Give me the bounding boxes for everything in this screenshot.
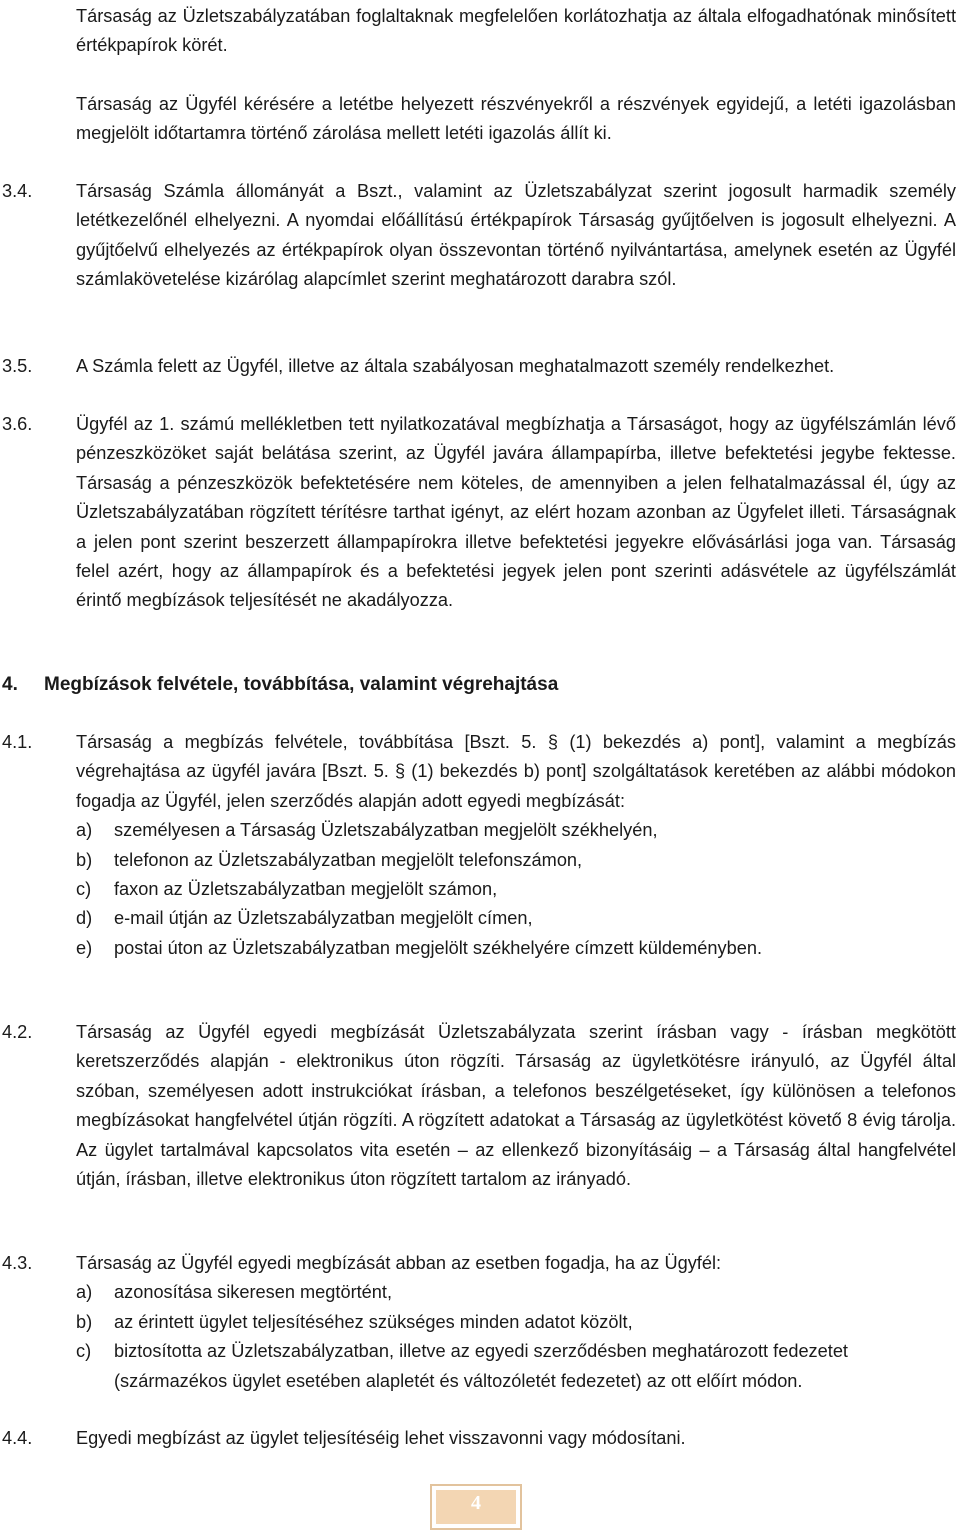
page-number-box: [430, 1484, 522, 1530]
list-item: [76, 934, 956, 963]
list-item: [76, 875, 956, 904]
section-text-4-2: Társaság az Ügyfél egyedi megbízását Üzletszabályzata szerint írásban vagy - írásban megkötött keretszerződés alapján - elektronikus úton rögzíti. Társaság az ügyletkötésre irányuló, az Ügyfél által szóban, személyesen adott instrukciókat írásban, a telefonos beszélgetéseket, így különösen a telefonos megbízásokat hangfelvétel útján rögzíti. A rögzített adatokat a Társaság az ügyletkötést követő 8 évig tárolja. Az ügylet tartalmával kapcsolatos vita esetén – az ellenkező bizonyításáig – a Társaság által hangfelvétel útján, írásban, illetve elektronikus úton rögzített tartalom az irányadó.: [76, 1022, 956, 1190]
section-intro-4-3: Társaság az Ügyfél egyedi megbízását abban az esetben fogadja, ha az Ügyfél:: [76, 1253, 722, 1273]
section-number-4-2: 4.2.: [2, 1022, 33, 1042]
section-intro-4-1: Társaság a megbízás felvétele, továbbítása [Bszt. 5. § (1) bekezdés a) pont], valamint a megbízás végrehajtása az ügyfél javára [Bszt. 5. § (1) bekezdés b) pont] szolgáltatások keretében az alábbi módokon fogadja az Ügyfél, jelen szerződés alapján adott egyedi megbízását:: [76, 732, 956, 811]
section-block-4-1: [76, 728, 956, 963]
list-item-text: postai úton az Üzletszabályzatban megjelölt székhelyére címzett küldeményben.: [114, 937, 763, 958]
list-item: [76, 904, 956, 933]
list-item-label: d): [76, 908, 93, 929]
list-item-label: c): [76, 879, 92, 900]
section-text-4-4: Egyedi megbízást az ügylet teljesítéséig lehet visszavonni vagy módosítani.: [76, 1428, 686, 1448]
section-block-4-3: [76, 1249, 956, 1396]
list-item-label: a): [76, 1282, 93, 1303]
paragraph-intro-2: Társaság az Ügyfél kérésére a letétbe helyezett részvényekről a részvények egyidejű, a letéti igazolásban megjelölt időtartamra történő zárolása mellett letéti igazolás állít ki.: [76, 94, 956, 144]
chapter-number: 4.: [2, 674, 18, 695]
list-item-label: e): [76, 937, 93, 958]
list-item-text: biztosította az Üzletszabályzatban, illetve az egyedi szerződésben meghatározott fedezetet (származékos ügylet esetében alapletét és változóletét fedezetet) az ott előírt módon.: [114, 1341, 848, 1391]
list-item-text: azonosítása sikeresen megtörtént,: [114, 1282, 393, 1303]
list-item-text: személyesen a Társaság Üzletszabályzatban megjelölt székhelyén,: [114, 820, 658, 841]
section-number-3-4: 3.4.: [2, 181, 33, 201]
section-number-3-5: 3.5.: [2, 356, 33, 376]
paragraph-intro-1: Társaság az Üzletszabályzatában foglaltaknak megfelelően korlátozhatja az általa elfogadhatónak minősített értékpapírok körét.: [76, 6, 956, 56]
list-item-label: c): [76, 1341, 92, 1362]
section-number-4-1: 4.1.: [2, 732, 33, 752]
chapter-title: Megbízások felvétele, továbbítása, valamint végrehajtása: [44, 674, 559, 695]
page-number: 4: [471, 1492, 481, 1514]
list-item-text: telefonon az Üzletszabályzatban megjelölt telefonszámon,: [114, 849, 583, 870]
list-item-label: a): [76, 820, 93, 841]
list-item: [76, 1308, 956, 1337]
section-text-3-6: Ügyfél az 1. számú mellékletben tett nyilatkozatával megbízhatja a Társaságot, hogy az ügyfélszámlán lévő pénzeszközöket saját belátása szerint, az Ügyfél javára állampapírba, illetve befektetési jegybe fektesse. Társaság a pénzeszközök befektetésére nem köteles, de amennyiben a jelen felhatalmazással él, úgy az Üzletszabályzatában rögzített térítésre tarthat igényt, az elért hozam azonban az Ügyfelet illeti. Társaságnak a jelen pont szerint beszerzett állampapírokra illetve befektetési jegyekre elővásárlási joga van. Társaság felel azért, hogy az állampapírok és a befektetési jegyek jelen pont szerinti adásvétele az ügyfélszámlát érintő megbízások teljesítését ne akadályozza.: [76, 414, 956, 611]
list-item-text: az érintett ügylet teljesítéséhez szükséges minden adatot közölt,: [114, 1311, 633, 1332]
list-item-text: e-mail útján az Üzletszabályzatban megjelölt címen,: [114, 908, 533, 929]
section-number-4-4: 4.4.: [2, 1428, 33, 1448]
list-item: [76, 1278, 956, 1307]
section-number-4-3: 4.3.: [2, 1253, 33, 1273]
section-text-3-5: A Számla felett az Ügyfél, illetve az általa szabályosan meghatalmazott személy rendelkezhet.: [76, 356, 835, 376]
list-item: [76, 1337, 956, 1396]
list-item-label: b): [76, 1311, 93, 1332]
list-item: [76, 816, 956, 845]
list-item: [76, 846, 956, 875]
list-item-label: b): [76, 849, 93, 870]
section-text-3-4: Társaság Számla állományát a Bszt., valamint az Üzletszabályzat szerint jogosult harmadik személy letétkezelőnél elhelyezni. A nyomdai előállítású értékpapírok Társaság gyűjtőelven is jogosult elhelyezni. A gyűjtőelvű elhelyezés az értékpapírok olyan összevontan történő nyilvántartása, amelynek esetén az Ügyfél számlakövetelése kizárólag alapcímlet szerint meghatározott darabra szól.: [76, 181, 956, 290]
section-number-3-6: 3.6.: [2, 414, 33, 434]
list-item-text: faxon az Üzletszabályzatban megjelölt számon,: [114, 879, 498, 900]
